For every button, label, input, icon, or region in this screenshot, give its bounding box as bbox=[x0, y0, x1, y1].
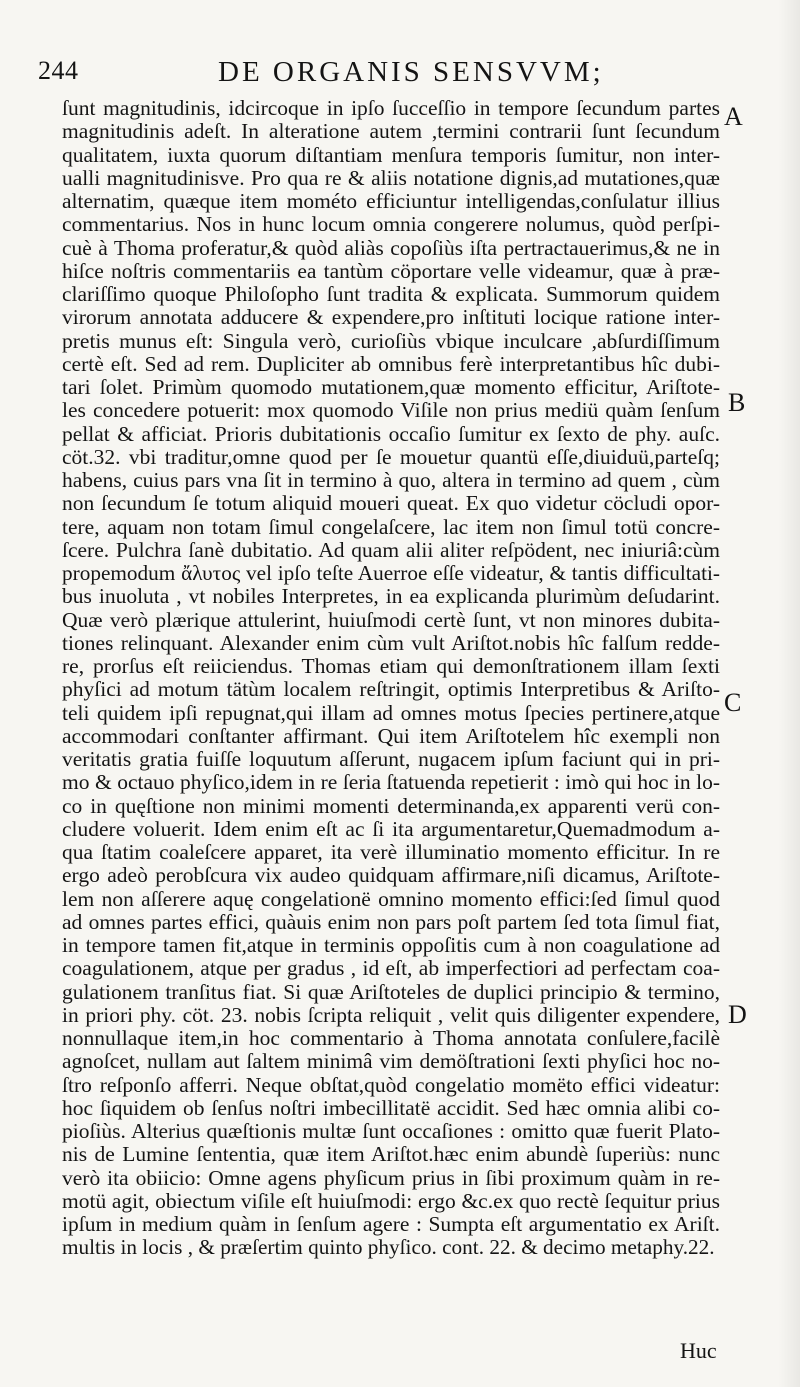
text-line: teli quidem ipſi repugnat,qui illam ad omnes motus ſpecies pertinere,atque bbox=[62, 700, 720, 725]
text-line: hiſce noſtris commentariis ea tantùm cöportare velle videamur, quæ à præ- bbox=[62, 258, 720, 283]
text-line: ſcere. Pulchra ſanè dubitatio. Ad quam alii aliter reſpödent, nec iniuriâ:cùm bbox=[62, 537, 720, 562]
page-edge-shadow bbox=[778, 0, 800, 1387]
text-line: certè eſt. Sed ad rem. Dupliciter ab omnibus ferè interpretantibus hîc dubi- bbox=[62, 351, 720, 376]
text-line: motü agit, obiectum viſile eſt huiuſmodi: ergo &c.ex quo rectè ſequitur prius bbox=[62, 1188, 720, 1213]
text-line: cuè à Thoma proferatur,& quòd aliàs copoſiùs iſta pertractauerimus,& ne in bbox=[62, 235, 720, 260]
text-line: alternatim, quæque item mométo efficiuntur intelligendas,conſulatur illius bbox=[62, 189, 720, 213]
margin-letter-a: A bbox=[724, 102, 743, 131]
text-line: bus inuoluta , vt nobiles Interpretes, in ea explicanda plurimùm deſudarint. bbox=[62, 584, 720, 609]
text-line: ergo adeò perobſcura vix audeo quidquam affirmare,niſi dicamus, Ariſtote- bbox=[62, 863, 720, 888]
text-line: tere, aquam non totam ſimul congelaſcere, lac item non ſimul totü concre- bbox=[62, 514, 720, 539]
text-line: ad omnes partes effici, quàuis enim non pars poſt partem ſed tota ſimul fiat, bbox=[62, 909, 720, 934]
text-line: cludere voluerit. Idem enim eſt ac ſi ita argumentaretur,Quemadmodum a- bbox=[62, 816, 720, 841]
margin-letter-c: C bbox=[724, 688, 742, 717]
text-line: habens, cuius pars vna ſit in termino à quo, altera in termino ad quem , cùm bbox=[62, 468, 720, 492]
text-line: magnitudinis adeſt. In alteratione autem ,termini contrarii ſunt ſecundum bbox=[62, 119, 720, 144]
text-line: ualli magnitudinisve. Pro qua re & aliis notatione dignis,ad mutationes,quæ bbox=[62, 165, 720, 190]
text-line: pellat & afficiat. Prioris dubitationis occaſio ſumitur ex ſexto de phy. auſc. bbox=[62, 421, 720, 446]
text-line: pretis munus eſt: Singula verò, curioſiùs vbique inculcare ,abſurdiſſimum bbox=[62, 328, 720, 353]
text-line: les concedere potuerit: mox quomodo Viſile non prius mediü quàm ſenſum bbox=[62, 398, 720, 423]
text-line: pioſiùs. Alterius quæſtionis multæ ſunt occaſiones : omitto quæ fuerit Plato- bbox=[62, 1119, 720, 1143]
text-line: coagulationem, atque per gradus , id eſt, ab imperfectiori ad perfectam coa- bbox=[62, 956, 720, 981]
text-line: re, prorſus eſt reiiciendus. Thomas etiam qui demonſtrationem illam ſexti bbox=[62, 654, 720, 678]
text-line: tiones relinquant. Alexander enim cùm vult Ariſtot.nobis hîc falſum redde- bbox=[62, 630, 720, 655]
text-line: co in quęſtione non minimi momenti determinanda,ex apparenti verü con- bbox=[62, 793, 720, 818]
text-line: non ſecundum ſe totum aliquid moueri queat. Ex quo videtur cöcludi opor- bbox=[62, 491, 720, 516]
page-header bbox=[38, 56, 738, 90]
page-number: 244 bbox=[38, 56, 79, 85]
text-line: hoc ſiquidem ob ſenſus noſtri imbecillitatë accidit. Sed hæc omnia alibi co- bbox=[62, 1095, 720, 1120]
running-title: DE ORGANIS SENSVVM; bbox=[218, 56, 604, 88]
body-text bbox=[62, 97, 720, 1260]
text-line: lem non aſſerere aquę congelationë omnino momento effici:ſed ſimul quod bbox=[62, 886, 720, 911]
text-line: in tempore tamen fit,atque in terminis oppoſitis cum à non coagulatione ad bbox=[62, 933, 720, 957]
text-line: ipſum in medium quàm in ſenſum agere : Sumpta eſt argumentatio ex Ariſt. bbox=[62, 1212, 720, 1236]
text-line: in priori phy. cöt. 23. nobis ſcripta reliquit , velit quis diligenter expendere, bbox=[62, 1002, 720, 1027]
text-line: commentarius. Nos in hunc locum omnia congerere nolumus, quòd perſpi- bbox=[62, 212, 720, 237]
text-line: clariſſimo quoque Philoſopho ſunt tradita & explicata. Summorum quidem bbox=[62, 282, 720, 306]
text-line: cöt.32. vbi traditur,omne quod per ſe mouetur quantü eſſe,diuiduü,parteſq; bbox=[62, 444, 720, 469]
text-line: qualitatem, iuxta quorum diſtantiam menſura temporis ſumitur, non inter- bbox=[62, 142, 720, 167]
catchword: Huc bbox=[680, 1338, 717, 1363]
text-line: phyſici ad motum tätùm localem reſtringit, optimis Interpretibus & Ariſto- bbox=[62, 677, 720, 702]
text-line: tari ſolet. Primùm quomodo mutationem,quæ momento efficitur, Ariſtote- bbox=[62, 375, 720, 399]
text-line: qua ſtatim coaleſcere apparet, ita verè illuminatio momento efficitur. In re bbox=[62, 840, 720, 864]
text-line: nis de Lumine ſententia, quæ item Ariſtot.hæc enim abundè ſuperiùs: nunc bbox=[62, 1142, 720, 1167]
text-line: accommodari conſtanter affirmant. Qui item Ariſtotelem hîc exempli non bbox=[62, 723, 720, 748]
text-line: ſunt magnitudinis, idcircoque in ipſo ſucceſſio in tempore ſecundum partes bbox=[62, 96, 720, 120]
text-line: ſtro reſponſo afferri. Neque obſtat,quòd congelatio momëto effici videatur: bbox=[62, 1072, 720, 1097]
text-line: multis in locis , & præſertim quinto phyſico. cont. 22. & decimo metaphy.22. bbox=[62, 1235, 715, 1260]
text-line: mo & octauo phyſico,idem in re ſeria ſtatuenda repetierit : imò qui hoc in lo- bbox=[62, 770, 720, 795]
text-line: propemodum ἄλυτος vel ipſo teſte Auerroe eſſe videatur, & tantis difficultati- bbox=[62, 561, 720, 585]
margin-letter-b: B bbox=[728, 388, 746, 417]
text-line: nonnullaque item,in hoc commentario à Thoma annotata conſulere,facilè bbox=[62, 1026, 720, 1050]
text-line: agnoſcet, nullam aut ſaltem minimâ vim demöſtrationi ſexti phyſici hoc no- bbox=[62, 1049, 720, 1074]
text-line: virorum annotata adducere & expendere,pro inſtituti locique ratione inter- bbox=[62, 305, 720, 330]
text-line: gulationem tranſitus fiat. Si quæ Ariſtoteles de duplici principio & termino, bbox=[62, 979, 720, 1004]
text-line: verò ita obiicio: Omne agens phyſicum prius in ſibi proximum quàm in re- bbox=[62, 1165, 720, 1190]
text-line: veritatis gratia fuiſſe loquutum aſſerunt, nugacem ipſum faciunt qui in pri- bbox=[62, 747, 720, 771]
margin-letter-d: D bbox=[728, 1000, 747, 1029]
text-line: Quæ verò plærique attulerint, huiuſmodi certè ſunt, vt non minores dubita- bbox=[62, 607, 720, 632]
